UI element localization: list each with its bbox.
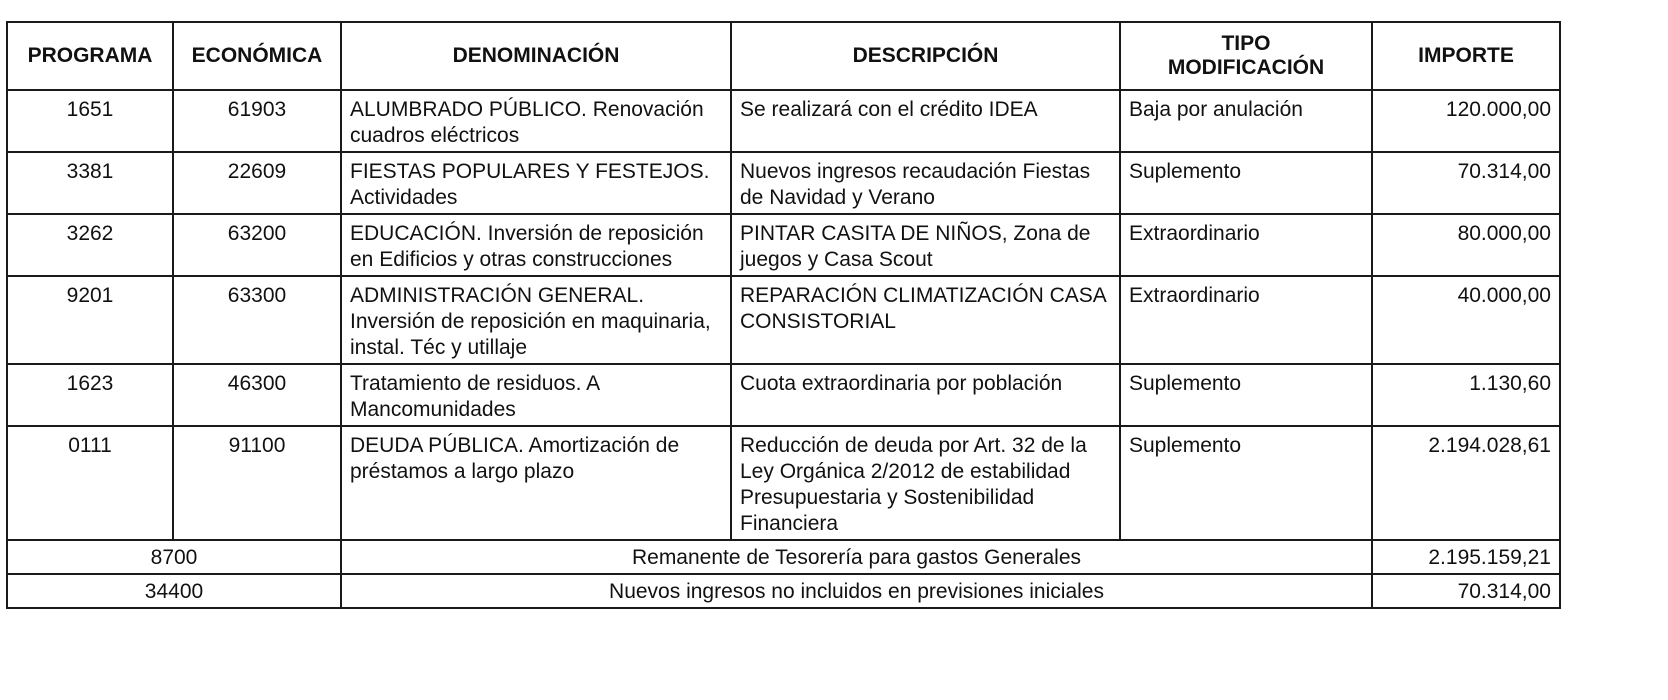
cell-economica: 22609 <box>173 152 341 214</box>
cell-economica: 91100 <box>173 426 341 540</box>
header-economica: ECONÓMICA <box>173 22 341 90</box>
cell-programa: 9201 <box>7 276 173 364</box>
header-tipo-line2: MODIFICACIÓN <box>1167 56 1325 79</box>
table-row <box>7 152 1560 214</box>
cell-tipo: Suplemento <box>1120 364 1372 426</box>
table-row <box>7 276 1560 364</box>
cell-denominacion: FIESTAS POPULARES Y FESTEJOS. Actividades <box>341 152 731 214</box>
cell-programa: 1623 <box>7 364 173 426</box>
summary-economica: 8700 <box>7 540 341 574</box>
cell-descripcion: PINTAR CASITA DE NIÑOS, Zona de juegos y Casa Scout <box>731 214 1120 276</box>
cell-descripcion: Reducción de deuda por Art. 32 de la Ley Orgánica 2/2012 de estabilidad Presupuestaria y Sostenibilidad Financiera <box>731 426 1120 540</box>
summary-importe: 2.195.159,21 <box>1372 540 1560 574</box>
cell-tipo: Suplemento <box>1120 152 1372 214</box>
cell-descripcion: Nuevos ingresos recaudación Fiestas de Navidad y Verano <box>731 152 1120 214</box>
cell-importe: 40.000,00 <box>1372 276 1560 364</box>
header-descripcion: DESCRIPCIÓN <box>731 22 1120 90</box>
cell-programa: 0111 <box>7 426 173 540</box>
cell-economica: 63300 <box>173 276 341 364</box>
header-denominacion: DENOMINACIÓN <box>341 22 731 90</box>
cell-economica: 46300 <box>173 364 341 426</box>
cell-economica: 63200 <box>173 214 341 276</box>
table-row <box>7 364 1560 426</box>
cell-descripcion: REPARACIÓN CLIMATIZACIÓN CASA CONSISTORIAL <box>731 276 1120 364</box>
cell-economica: 61903 <box>173 90 341 152</box>
summary-row <box>7 540 1560 574</box>
cell-importe: 80.000,00 <box>1372 214 1560 276</box>
cell-importe: 120.000,00 <box>1372 90 1560 152</box>
summary-descripcion: Remanente de Tesorería para gastos Generales <box>341 540 1372 574</box>
cell-descripcion: Cuota extraordinaria por población <box>731 364 1120 426</box>
cell-importe: 70.314,00 <box>1372 152 1560 214</box>
cell-denominacion: Tratamiento de residuos. A Mancomunidades <box>341 364 731 426</box>
cell-tipo: Extraordinario <box>1120 276 1372 364</box>
cell-tipo: Suplemento <box>1120 426 1372 540</box>
table-row <box>7 426 1560 540</box>
header-programa: PROGRAMA <box>7 22 173 90</box>
cell-denominacion: EDUCACIÓN. Inversión de reposición en Edificios y otras construcciones <box>341 214 731 276</box>
summary-descripcion: Nuevos ingresos no incluidos en previsiones iniciales <box>341 574 1372 608</box>
table-row <box>7 214 1560 276</box>
summary-row <box>7 574 1560 608</box>
cell-descripcion: Se realizará con el crédito IDEA <box>731 90 1120 152</box>
summary-economica: 34400 <box>7 574 341 608</box>
cell-denominacion: DEUDA PÚBLICA. Amortización de préstamos a largo plazo <box>341 426 731 540</box>
header-importe: IMPORTE <box>1372 22 1560 90</box>
cell-programa: 3381 <box>7 152 173 214</box>
summary-importe: 70.314,00 <box>1372 574 1560 608</box>
cell-programa: 3262 <box>7 214 173 276</box>
cell-programa: 1651 <box>7 90 173 152</box>
header-tipo-line1: TIPO <box>1221 32 1271 55</box>
header-row <box>7 22 1560 90</box>
cell-tipo: Baja por anulación <box>1120 90 1372 152</box>
header-tipo-modificacion <box>1120 22 1372 90</box>
cell-denominacion: ADMINISTRACIÓN GENERAL. Inversión de reposición en maquinaria, instal. Téc y utillaje <box>341 276 731 364</box>
cell-denominacion: ALUMBRADO PÚBLICO. Renovación cuadros eléctricos <box>341 90 731 152</box>
cell-importe: 1.130,60 <box>1372 364 1560 426</box>
cell-tipo: Extraordinario <box>1120 214 1372 276</box>
cell-importe: 2.194.028,61 <box>1372 426 1560 540</box>
table-row <box>7 90 1560 152</box>
budget-modification-table <box>6 21 1561 609</box>
